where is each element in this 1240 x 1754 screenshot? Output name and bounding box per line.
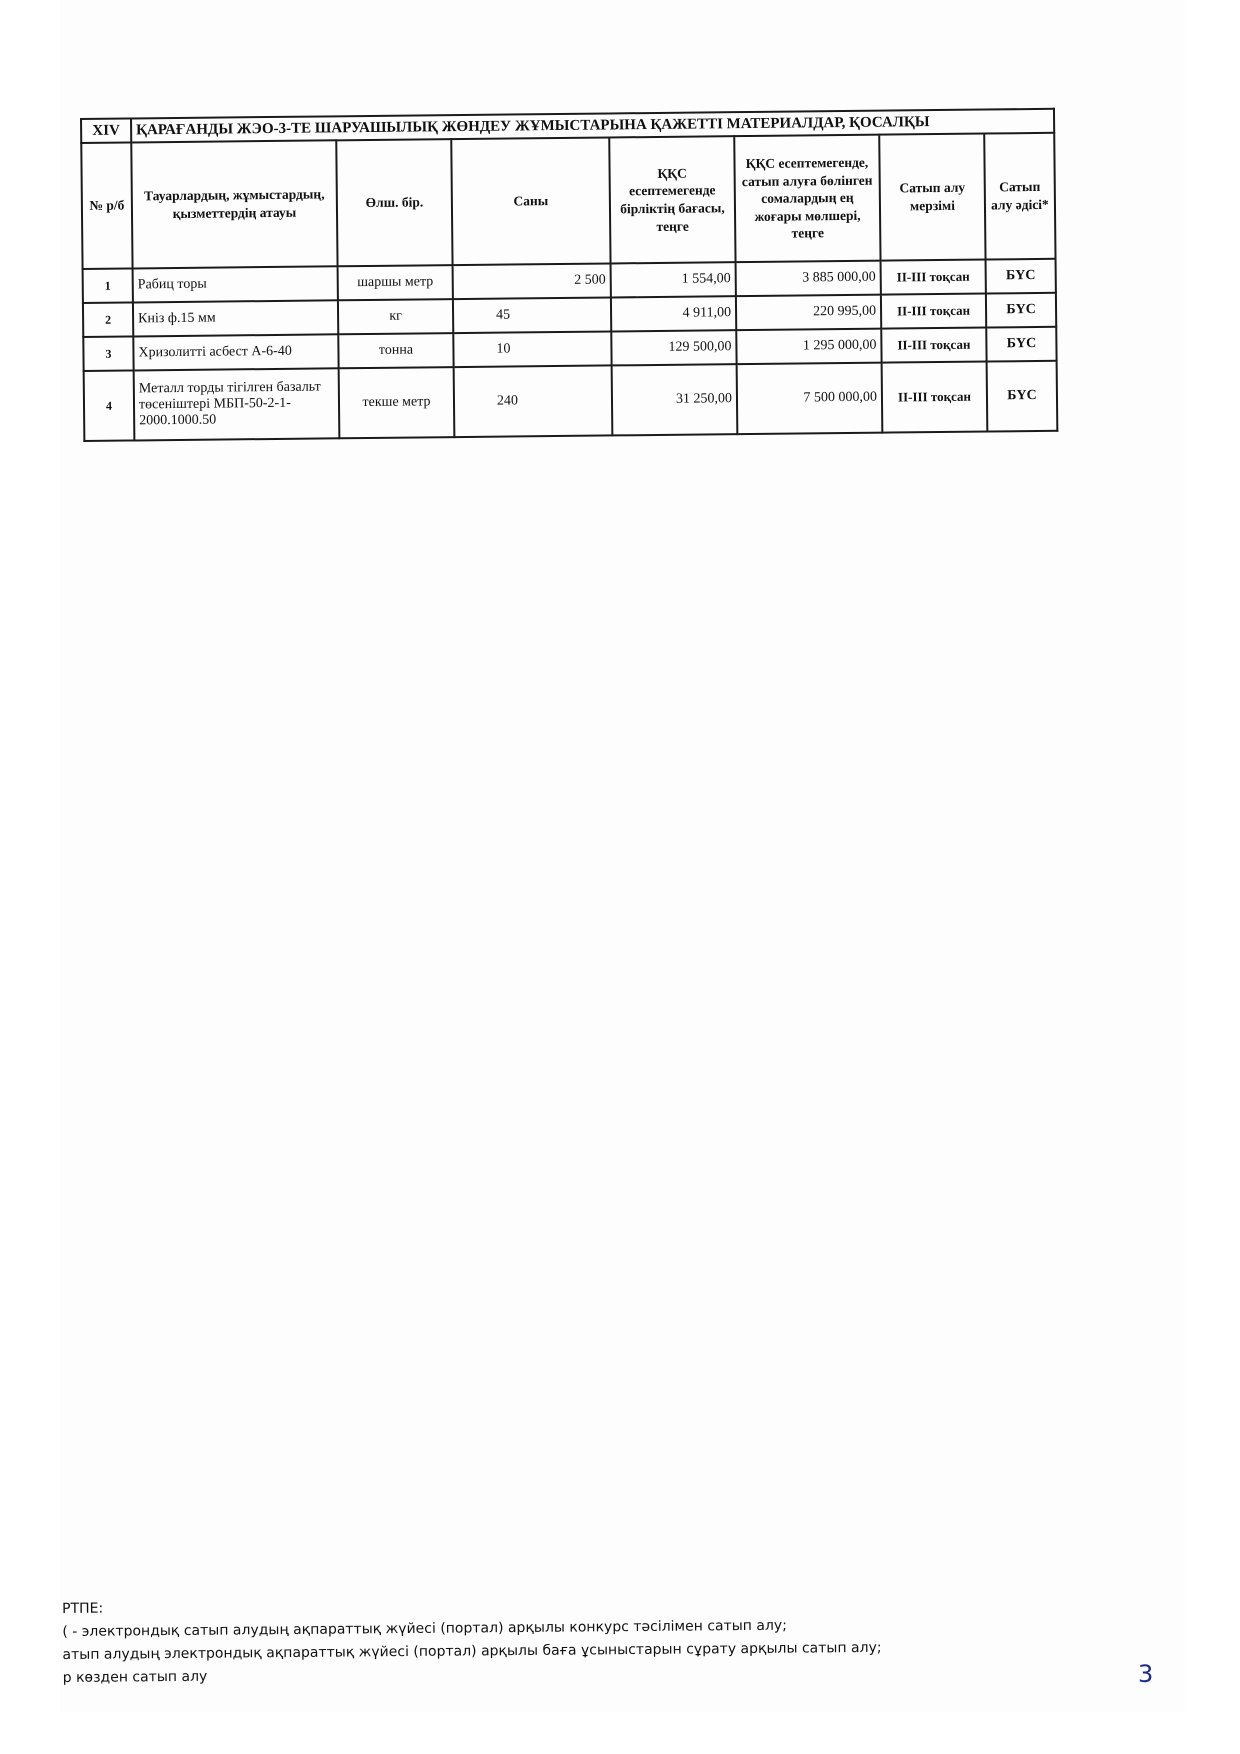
item-unit-price: 1 554,00 xyxy=(611,262,736,297)
item-total-sum: 1 295 000,00 xyxy=(736,329,881,365)
item-unit: текше метр xyxy=(339,367,455,438)
item-total-sum: 220 995,00 xyxy=(736,295,881,331)
row-number: 4 xyxy=(84,370,135,441)
row-number: 3 xyxy=(83,336,133,371)
procurement-table xyxy=(80,108,1058,442)
legend-line: атып алудың электрондық ақпараттық жүйесі (портал) арқылы баға ұсыныстарын сұрату арқылы сатып алу; xyxy=(62,1639,882,1663)
item-unit-price: 31 250,00 xyxy=(612,364,738,435)
item-quantity: 2 500 xyxy=(453,263,611,299)
header-term: Сатып алу мерзімі xyxy=(879,134,985,261)
item-term: II-III тоқсан xyxy=(882,362,988,433)
column-header-row xyxy=(81,133,1055,269)
item-unit-price: 4 911,00 xyxy=(611,296,736,331)
section-number: XIV xyxy=(81,118,131,143)
header-price: ҚҚС есептемегенде бірліктің бағасы, теңге xyxy=(609,136,735,263)
item-total-sum: 3 885 000,00 xyxy=(736,261,881,297)
item-name: Рабиц торы xyxy=(133,266,338,302)
row-number: 1 xyxy=(83,268,133,303)
row-number: 2 xyxy=(83,302,133,337)
item-unit: шаршы метр xyxy=(338,265,453,300)
item-term: II-III тоқсан xyxy=(881,294,986,329)
item-name: Кніз ф.15 мм xyxy=(133,300,338,336)
item-unit-price: 129 500,00 xyxy=(611,330,736,365)
header-qty: Саны xyxy=(451,137,610,265)
item-method: БҮС xyxy=(986,259,1056,294)
header-num: № р/б xyxy=(81,142,132,269)
table-row xyxy=(84,361,1058,441)
header-sum: ҚҚС есептемегенде, сатып алуға бөлінген сомалардың ең жоғары мөлшері, теңге xyxy=(734,135,880,263)
legend-line: ( - электрондық сатып алудың ақпараттық жүйесі (портал) арқылы конкурс тәсілімен сатып алу; xyxy=(62,1617,787,1640)
item-name: Металл торды тігілген базальт төсеніштері МБП-50-2-1-2000.1000.50 xyxy=(134,368,340,440)
header-name: Тауарлардың, жұмыстардың, қызметтердің атауы xyxy=(131,140,337,268)
header-unit: Өлш. бір. xyxy=(336,139,452,266)
item-unit: кг xyxy=(338,299,453,334)
item-method: БҮС xyxy=(986,327,1056,362)
section-title: ҚАРАҒАНДЫ ЖЭО-3-ТЕ ШАРУАШЫЛЫҚ ЖӨНДЕУ ЖҰМЫСТАРЫНА ҚАЖЕТТІ МАТЕРИАЛДАР, ҚОСАЛҚЫ xyxy=(131,109,1054,143)
header-method: Сатып алу әдісі* xyxy=(984,133,1055,260)
item-method: БҮС xyxy=(987,361,1058,432)
legend-title: РТПЕ: xyxy=(62,1600,104,1617)
legend-notes xyxy=(62,1590,963,1690)
item-quantity: 240 xyxy=(454,365,613,437)
page-number: 3 xyxy=(1138,1660,1154,1688)
item-unit: тонна xyxy=(338,333,453,368)
item-total-sum: 7 500 000,00 xyxy=(737,363,883,435)
item-quantity: 10 xyxy=(453,331,611,367)
legend-line: р көзден сатып алу xyxy=(62,1668,208,1686)
item-term: II-III тоқсан xyxy=(881,328,986,363)
procurement-table-wrapper xyxy=(80,108,1058,442)
item-method: БҮС xyxy=(986,293,1056,328)
item-name: Хризолитті асбест А-6-40 xyxy=(133,334,338,370)
item-term: II-III тоқсан xyxy=(881,260,986,295)
item-quantity: 45 xyxy=(453,297,611,333)
